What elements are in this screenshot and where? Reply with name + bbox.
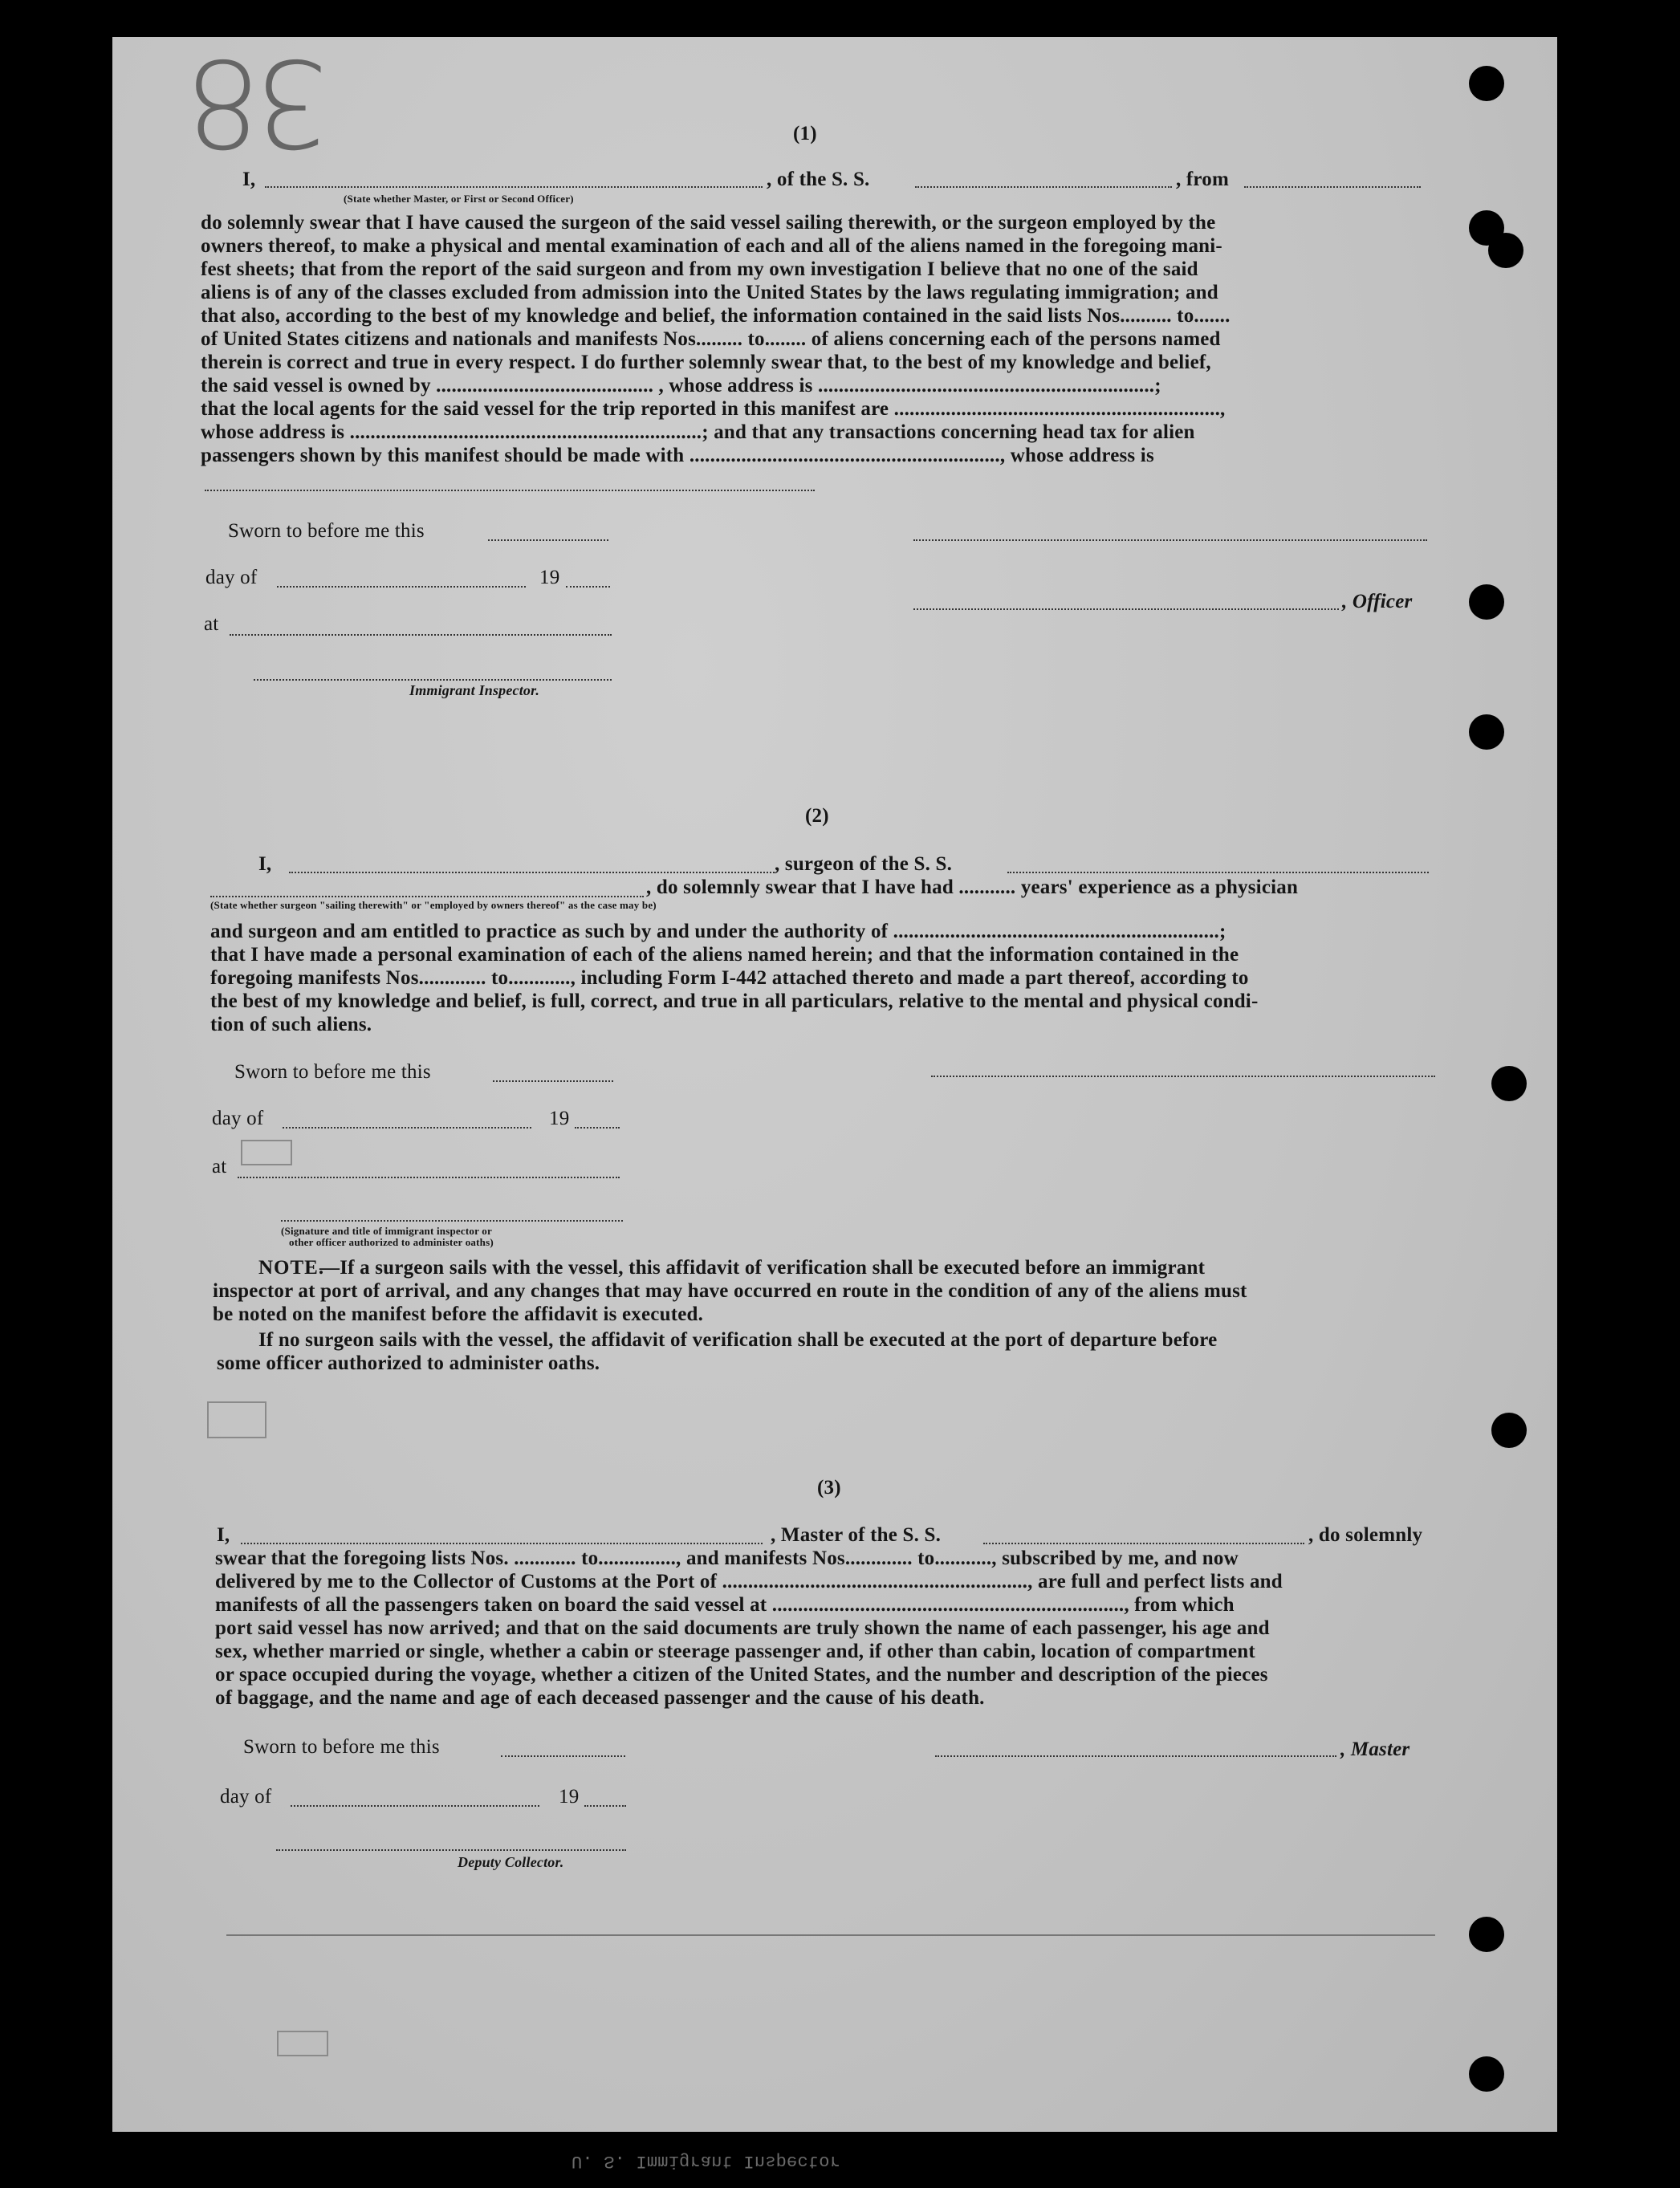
section1-line: owners thereof, to make a physical and mental examination of each and all of the aliens named in the foregoing mani- (201, 235, 1222, 257)
section1-sworn: Sworn to before me this (228, 520, 425, 542)
note2-line: some officer authorized to administer oaths. (217, 1352, 600, 1374)
bottom-rule (226, 1934, 1435, 1936)
section1-line: passengers shown by this manifest should be made with ............................................................, whose address is (201, 445, 1154, 466)
immigrant-inspector-label: Immigrant Inspector. (409, 682, 540, 698)
section2-heading: (2) (805, 805, 829, 827)
note-line: be noted on the manifest before the affidavit is executed. (213, 1303, 704, 1325)
surgeon-name-blank (289, 872, 775, 873)
section3-line: sex, whether married or single, whether a cabin or steerage passenger and, if other than cabin, location of compartment (215, 1641, 1255, 1662)
section3-sworn: Sworn to before me this (243, 1736, 440, 1758)
note-line: —If a surgeon sails with the vessel, this affidavit of verification shall be executed before an immigrant (319, 1257, 1206, 1279)
year-blank (584, 1805, 626, 1807)
note-line: inspector at port of arrival, and any changes that may have occurred en route in the condition of any of the aliens must (213, 1280, 1247, 1302)
punch-hole (1491, 1066, 1527, 1101)
section1-line: fest sheets; that from the report of the said surgeon and from my own investigation I believe that no one of the said (201, 258, 1198, 280)
day-blank (283, 1127, 531, 1129)
from-port-blank (1244, 186, 1421, 188)
punch-hole (1469, 1917, 1504, 1952)
section3-day-of: day of (220, 1786, 272, 1808)
sworn-date-blank (488, 539, 608, 541)
section2-line: and surgeon and am entitled to practice as such by and under the authority of ...............................................................; (210, 921, 1226, 942)
section3-line: manifests of all the passengers taken on board the said vessel at ...................................................................., from which (215, 1594, 1235, 1616)
section2-swear: , do solemnly swear that I have had ........... years' experience as a physician (646, 876, 1299, 898)
section1-line: that also, according to the best of my knowledge and belief, the information contained in the said lists Nos.......... to....... (201, 305, 1231, 327)
section3-heading: (3) (817, 1477, 841, 1499)
note-label: NOTE. (258, 1257, 325, 1279)
section3-line: port said vessel has now arrived; and that on the said documents are truly shown the name of each passenger, his age and (215, 1617, 1270, 1639)
section2-surgeon-of: , surgeon of the S. S. (775, 853, 953, 875)
section2-day-of: day of (212, 1108, 264, 1129)
day-blank (277, 586, 526, 588)
section2-at: at (212, 1156, 227, 1177)
sworn-date-blank (501, 1755, 625, 1757)
section2-line: that I have made a personal examination of each of the aliens named herein; and that the information contained in the (210, 944, 1239, 966)
section2-sworn: Sworn to before me this (234, 1061, 431, 1083)
section1-of-ss: , of the S. S. (767, 169, 870, 190)
section3-line: of baggage, and the name and age of each deceased passenger and the cause of his death. (215, 1687, 985, 1709)
footer-inspector-text: U. S. Immigrant Inspector (572, 2151, 841, 2171)
section1-from: , from (1176, 169, 1229, 190)
officer-signature-top-blank (913, 539, 1427, 541)
section3-i-label: I, (217, 1524, 230, 1546)
section3-line: delivered by me to the Collector of Customs at the Port of ..........................................................., are full and perfect lists and (215, 1571, 1283, 1592)
stamp-mark (241, 1140, 292, 1165)
signature-note-2: other officer authorized to administer oaths) (289, 1236, 494, 1248)
surgeon-type-blank (210, 896, 644, 897)
section3-master-of: , Master of the S. S. (771, 1524, 942, 1546)
master-vessel-blank (983, 1543, 1304, 1544)
section2-i-label: I, (258, 853, 272, 875)
section1-at: at (204, 613, 219, 635)
sworn-date-blank (493, 1080, 613, 1082)
master-label: , Master (1340, 1739, 1410, 1760)
punch-hole (1469, 714, 1504, 750)
section1-line: aliens is of any of the classes excluded from admission into the United States by the laws regulating immigration; and (201, 282, 1218, 303)
deputy-signature-blank (276, 1849, 626, 1851)
at-blank (238, 1177, 620, 1178)
section3-line: swear that the foregoing lists Nos. ............ to..............., and manifests Nos............. to..........., subscribed by me, and now (215, 1547, 1239, 1569)
vessel-name-blank (915, 186, 1172, 188)
section1-line: that the local agents for the said vessel for the trip reported in this manifest are ..............................................................., (201, 398, 1226, 420)
section2-nineteen: 19 (549, 1108, 570, 1129)
physician-signature-blank (931, 1076, 1435, 1077)
year-blank (575, 1127, 620, 1129)
officer-note: (State whether Master, or First or Second Officer) (344, 193, 574, 205)
punch-hole (1491, 1413, 1527, 1448)
signature-note-1: (Signature and title of immigrant inspector or (281, 1225, 492, 1237)
section1-day-of: day of (205, 567, 258, 588)
master-name-blank (241, 1543, 763, 1544)
officer-signature-blank (913, 608, 1339, 610)
surgeon-vessel-blank (1007, 872, 1429, 873)
inspector-signature-blank (254, 679, 612, 681)
section2-line: foregoing manifests Nos............. to............, including Form I-442 attached thereto and made a part thereof, according to (210, 967, 1249, 989)
stamp-mark (207, 1401, 266, 1438)
punch-hole (1488, 233, 1523, 268)
punch-hole (1469, 66, 1504, 101)
section1-heading: (1) (793, 123, 817, 144)
section1-line: do solemnly swear that I have caused the surgeon of the said vessel sailing therewith, or the surgeon employed by the (201, 212, 1216, 234)
master-signature-blank (935, 1755, 1336, 1757)
day-blank (291, 1805, 539, 1807)
inspector-signature-blank (281, 1220, 623, 1222)
section1-nineteen: 19 (539, 567, 560, 588)
stamp-mark (277, 2031, 328, 2056)
section2-line: tion of such aliens. (210, 1014, 372, 1035)
year-blank (566, 586, 610, 588)
officer-label: , Officer (1342, 591, 1413, 612)
section3-do-solemnly: , do solemnly (1308, 1524, 1423, 1546)
punch-hole (1469, 584, 1504, 620)
surgeon-note: (State whether surgeon "sailing therewith" or "employed by owners thereof" as the case may be) (210, 899, 657, 911)
note2-line: If no surgeon sails with the vessel, the affidavit of verification shall be executed at the port of departure before (258, 1329, 1218, 1351)
deputy-collector-label: Deputy Collector. (458, 1854, 564, 1870)
officer-name-blank (265, 186, 763, 188)
section1-line: the said vessel is owned by .......................................... , whose address is .................................................................; (201, 375, 1161, 397)
section3-nineteen: 19 (559, 1786, 580, 1808)
punch-hole (1469, 2056, 1504, 2092)
section1-line: therein is correct and true in every respect. I do further solemnly swear that, to the best of my knowledge and belief, (201, 352, 1211, 373)
section3-line: or space occupied during the voyage, whether a citizen of the United States, and the number and description of the pieces (215, 1664, 1268, 1686)
handwritten-number: 38 (193, 32, 330, 172)
section1-i-label: I, (242, 169, 256, 190)
at-blank (230, 634, 612, 636)
section2-line: the best of my knowledge and belief, is full, correct, and true in all particulars, relative to the mental and physical condi- (210, 990, 1259, 1012)
section1-line: whose address is ....................................................................; and that any transactions concerning head tax for alien (201, 421, 1195, 443)
address-blank (205, 490, 815, 491)
section1-line: of United States citizens and nationals and manifests Nos......... to........ of aliens concerning each of the persons named (201, 328, 1221, 350)
